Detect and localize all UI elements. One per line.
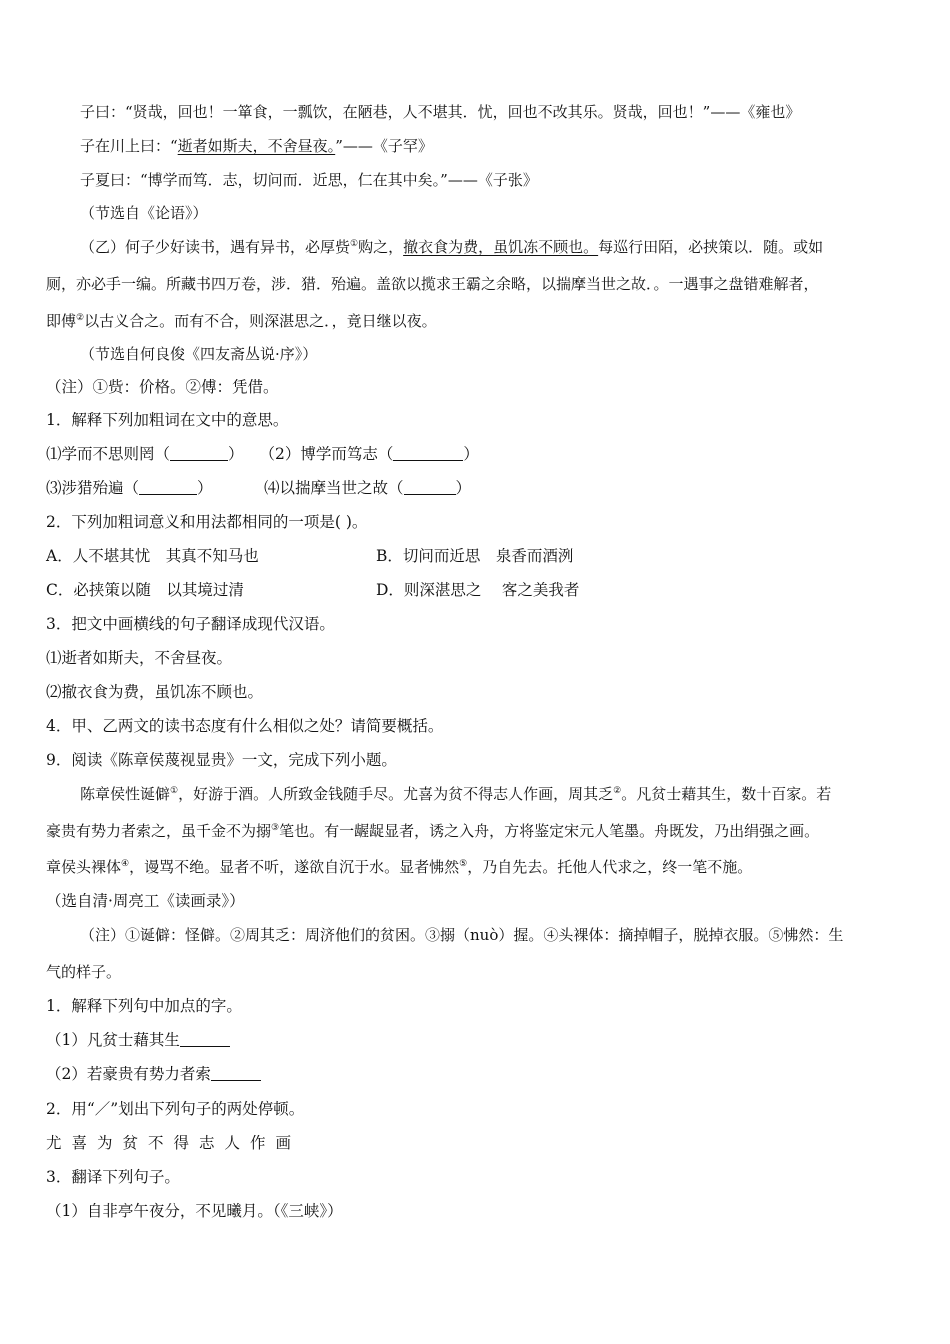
answer-blank[interactable] <box>170 446 228 461</box>
underlined-sentence: 逝者如斯夫，不舍昼夜。 <box>177 137 336 155</box>
section-9-title: 9．阅读《陈章侯蔑视显贵》一文，完成下列小题。 <box>46 751 397 769</box>
passage-a-line-3: 子夏曰：“博学而笃．志，切问而．近思，仁在其中矣。”——《子张》 <box>80 171 538 189</box>
section-9-passage-line-3 <box>46 857 752 877</box>
option-d: D．则深湛思之 客之美我者 <box>376 581 580 599</box>
s9-question-3-item-1: （1）自非亭午夜分，不见曦月。（《三峡》） <box>46 1202 343 1220</box>
text-span: （乙）何子少好读书，遇有异书，必厚赀 <box>80 238 351 256</box>
passage-b-note: （注）①赀：价格。②傅：凭借。 <box>46 378 279 396</box>
question-1-items-row-2 <box>46 478 213 498</box>
s9-question-1-item-2 <box>46 1064 261 1084</box>
text-span: 子在川上曰：“ <box>80 137 178 155</box>
option-c: C．必挟策以随 以其境过清 <box>46 581 244 599</box>
bracket: ） <box>228 445 244 463</box>
question-3-item-1: ⑴逝者如斯夫，不舍昼夜。 <box>46 649 233 667</box>
section-9-source: （选自清·周亮工《读画录》） <box>46 892 245 910</box>
passage-a-line-2 <box>80 136 433 156</box>
answer-blank[interactable] <box>404 480 456 495</box>
text-span: （1）凡贫士藉其生 <box>46 1031 180 1049</box>
bracket: ） <box>463 445 479 463</box>
text-span: 购之， <box>358 238 404 256</box>
text-span: ”——《子罕》 <box>335 137 433 155</box>
s9-question-2: 2．用“／”划出下列句子的两处停顿。 <box>46 1100 305 1118</box>
question-3: 3．把文中画横线的句子翻译成现代汉语。 <box>46 615 335 633</box>
question-3-item-2: ⑵撤衣食为费，虽饥冻不顾也。 <box>46 683 264 701</box>
question-1-items-row-1 <box>46 444 479 464</box>
footnote-marker: ② <box>76 313 85 323</box>
passage-a-source: （节选自《论语》） <box>80 204 208 222</box>
footnote-marker: ① <box>350 239 359 249</box>
text-span: 章侯头裸体 <box>46 858 122 876</box>
passage-b-line-2: 厕，亦必手一编。所藏书四万卷，涉．猎．殆遍。盖欲以揽求王霸之余略，以揣摩当世之故．。一遇事之盘错难解者， <box>46 275 819 293</box>
underlined-sentence: 撤衣食为费，虽饥冻不顾也。 <box>403 238 599 256</box>
passage-b-line-1 <box>80 237 823 257</box>
footnote-marker: ④ <box>121 859 130 869</box>
section-9-passage-line-2 <box>46 821 819 841</box>
option-b: B．切问而近思 泉香而酒洌 <box>376 547 574 565</box>
passage-b-source: （节选自何良俊《四友斋丛说·序》） <box>80 345 318 363</box>
footnote-marker: ① <box>170 786 179 796</box>
footnote-marker: ⑤ <box>459 859 468 869</box>
question-1d: ⑷以揣摩当世之故（ <box>264 479 404 497</box>
question-1: 1．解释下列加粗词在文中的意思。 <box>46 411 289 429</box>
question-1c: ⑶涉猎殆遍（ <box>46 479 140 497</box>
question-1b: （2）博学而笃志（ <box>259 445 394 463</box>
text-span: 。凡贫士藉其生，数十百家。若 <box>621 785 832 803</box>
answer-blank[interactable] <box>393 446 463 461</box>
option-a: A．人不堪其忧 其真不知马也 <box>46 547 259 565</box>
text-span: 每巡行田陌，必挟策以．随。或如 <box>598 238 824 256</box>
text-span: 笔也。有一龌龊显者，诱之入舟，方将鉴定宋元人笔墨。舟既发，乃出绢强之画。 <box>279 822 820 840</box>
section-9-note-line-1: （注）①诞僻：怪僻。②周其乏：周济他们的贫困。③搦（nuò）握。④头裸体：摘掉帽子，脱掉衣服。⑤怫然：生 <box>80 926 844 944</box>
text-span: 以古义合之。而有不合，则深湛思之．，竟日继以夜。 <box>84 312 437 330</box>
text-span: 即傅 <box>46 312 77 330</box>
bracket: ） <box>455 479 472 497</box>
s9-question-3: 3．翻译下列句子。 <box>46 1168 180 1186</box>
question-1a: ⑴学而不思则罔（ <box>46 445 171 463</box>
question-4: 4．甲、乙两文的读书态度有什么相似之处？请简要概括。 <box>46 717 444 735</box>
text-span: （2）若豪贵有势力者索 <box>46 1065 211 1083</box>
question-1d-line <box>264 478 471 498</box>
section-9-note-line-2: 气的样子。 <box>46 963 122 981</box>
s9-question-1: 1．解释下列句中加点的字。 <box>46 997 242 1015</box>
question-2: 2．下列加粗词意义和用法都相同的一项是( )。 <box>46 513 368 531</box>
section-9-passage-line-1 <box>80 784 831 804</box>
answer-blank[interactable] <box>139 480 197 495</box>
text-span: ，谩骂不绝。显者不听，遂欲自沉于水。显者怫然 <box>129 858 460 876</box>
text-span: ，乃自先去。托他人代求之，终一笔不施。 <box>467 858 753 876</box>
passage-a-line-1: 子曰：“贤哉，回也！一箪食，一瓢饮，在陋巷，人不堪其．忧，回也不改其乐。贤哉，回也！”——《雍也》 <box>80 103 801 121</box>
passage-b-line-3 <box>46 311 437 331</box>
text-span: 陈章侯性诞僻 <box>80 785 171 803</box>
text-span: ，好游于酒。人所致金钱随手尽。尤喜为贫不得志人作画，周其乏 <box>178 785 614 803</box>
s9-question-2-sentence: 尤喜为贫不得志人作画 <box>46 1134 302 1152</box>
footnote-marker: ② <box>613 786 622 796</box>
bracket: ） <box>197 479 213 497</box>
answer-blank[interactable] <box>211 1066 261 1081</box>
text-span: 豪贵有势力者索之，虽千金不为搦 <box>46 822 272 840</box>
s9-question-1-item-1 <box>46 1030 230 1050</box>
footnote-marker: ③ <box>271 823 280 833</box>
answer-blank[interactable] <box>180 1032 230 1047</box>
